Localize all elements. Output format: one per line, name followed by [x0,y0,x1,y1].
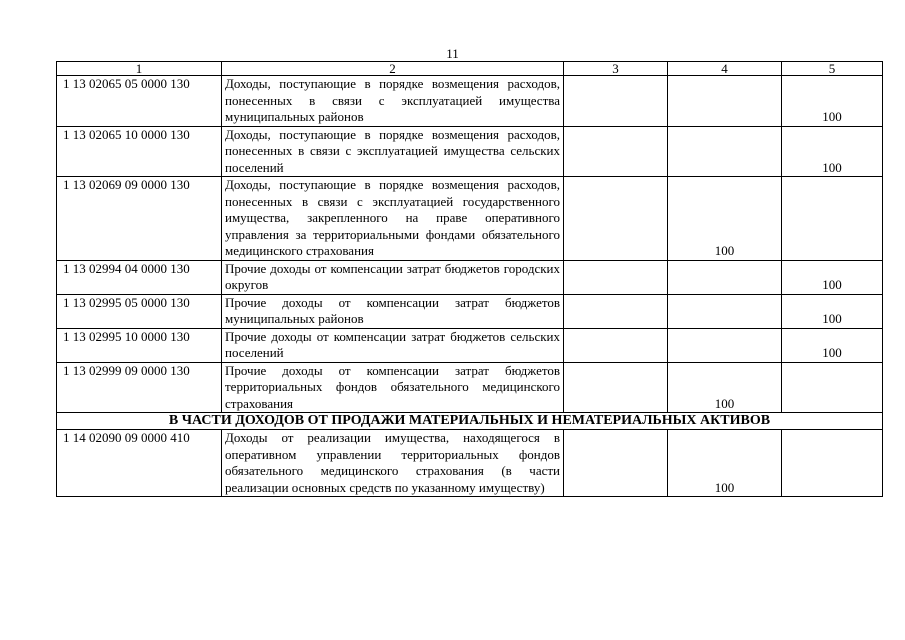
description-cell: Доходы от реализации имущества, находящегося в оперативном управлении территориальных фондов обязательного медицинского страхования (в части реализации основных средств по указанному имуществу) [222,430,564,497]
column-header: 1 [57,62,222,76]
revenue-table [56,61,883,497]
value-cell-5 [782,362,883,413]
table-row [57,260,883,294]
value-cell-5: 100 [782,328,883,362]
table-row [57,126,883,177]
value-cell-5 [782,177,883,261]
value-cell-4: 100 [668,430,782,497]
value-cell-4: 100 [668,177,782,261]
budget-code-cell: 1 13 02994 04 0000 130 [57,260,222,294]
value-cell-5: 100 [782,294,883,328]
value-cell-3 [564,126,668,177]
value-cell-3 [564,430,668,497]
budget-code-cell: 1 14 02090 09 0000 410 [57,430,222,497]
value-cell-4 [668,260,782,294]
description-cell: Доходы, поступающие в порядке возмещения расходов, понесенных в связи с эксплуатацией имущества муниципальных районов [222,76,564,127]
description-cell: Прочие доходы от компенсации затрат бюджетов сельских поселений [222,328,564,362]
column-header: 5 [782,62,883,76]
value-cell-4 [668,294,782,328]
value-cell-3 [564,328,668,362]
description-cell: Доходы, поступающие в порядке возмещения расходов, понесенных в связи с эксплуатацией имущества сельских поселений [222,126,564,177]
value-cell-5: 100 [782,126,883,177]
budget-code-cell: 1 13 02065 05 0000 130 [57,76,222,127]
header-row [57,62,883,76]
column-header: 3 [564,62,668,76]
description-cell: Прочие доходы от компенсации затрат бюджетов территориальных фондов обязательного медицинского страхования [222,362,564,413]
table-row [57,328,883,362]
table-row [57,177,883,261]
value-cell-5: 100 [782,76,883,127]
value-cell-4 [668,76,782,127]
value-cell-4 [668,328,782,362]
value-cell-5: 100 [782,260,883,294]
table-row [57,362,883,413]
budget-code-cell: 1 13 02069 09 0000 130 [57,177,222,261]
budget-code-cell: 1 13 02995 10 0000 130 [57,328,222,362]
value-cell-3 [564,294,668,328]
value-cell-5 [782,430,883,497]
description-cell: Прочие доходы от компенсации затрат бюджетов муниципальных районов [222,294,564,328]
value-cell-3 [564,76,668,127]
section-title: В ЧАСТИ ДОХОДОВ ОТ ПРОДАЖИ МАТЕРИАЛЬНЫХ И НЕМАТЕРИАЛЬНЫХ АКТИВОВ [57,413,883,430]
table-row [57,294,883,328]
value-cell-3 [564,260,668,294]
section-header-row [57,413,883,430]
value-cell-4: 100 [668,362,782,413]
table-row [57,76,883,127]
budget-code-cell: 1 13 02999 09 0000 130 [57,362,222,413]
value-cell-3 [564,362,668,413]
description-cell: Прочие доходы от компенсации затрат бюджетов городских округов [222,260,564,294]
column-header: 2 [222,62,564,76]
budget-code-cell: 1 13 02065 10 0000 130 [57,126,222,177]
value-cell-3 [564,177,668,261]
value-cell-4 [668,126,782,177]
description-cell: Доходы, поступающие в порядке возмещения расходов, понесенных в связи с эксплуатацией государственного имущества, закрепленного на праве оперативного управления за территориальными фондами обязательного медицинского страхования [222,177,564,261]
table-row [57,430,883,497]
page-number: 11 [446,46,459,61]
column-header: 4 [668,62,782,76]
budget-code-cell: 1 13 02995 05 0000 130 [57,294,222,328]
